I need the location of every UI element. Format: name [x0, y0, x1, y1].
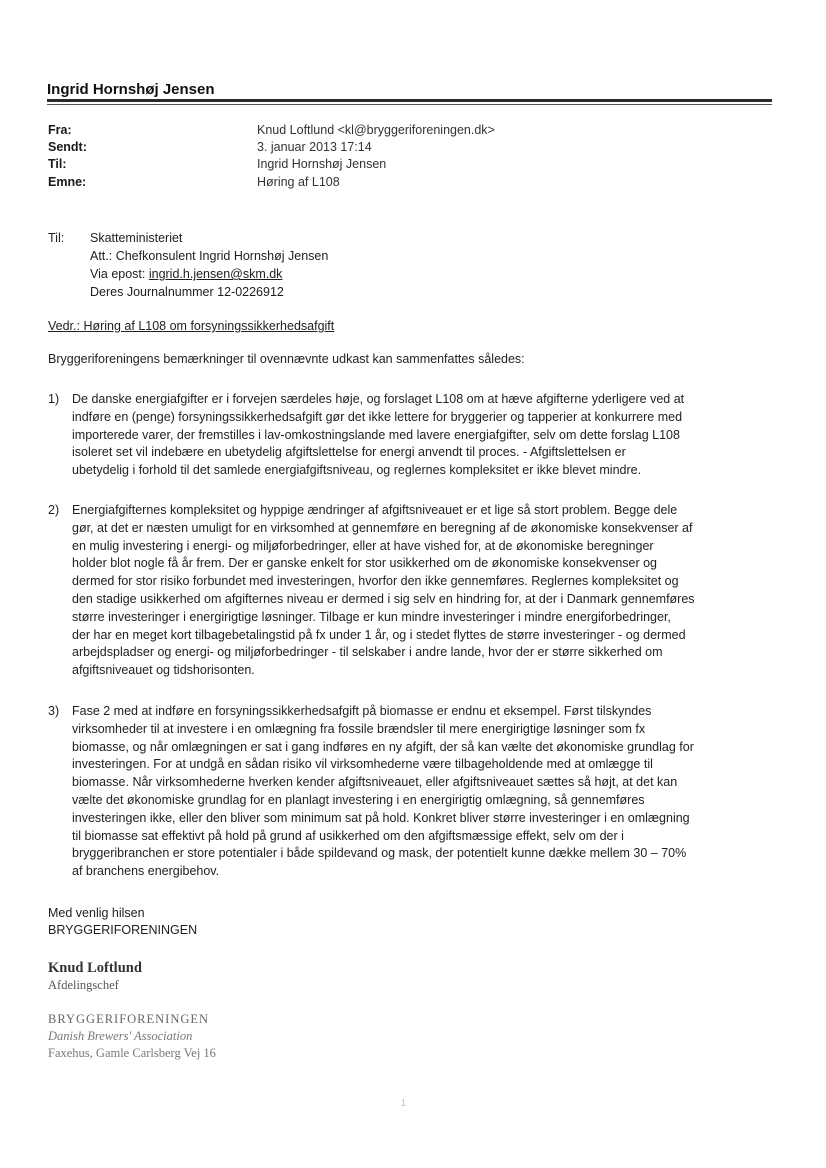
header-rule [47, 99, 772, 102]
item-line: vælte det økonomiske grundlag for en planlagt investering i en energirigtig omlægning, så gennemføres [72, 792, 645, 807]
mailbox-owner-name: Ingrid Hornshøj Jensen [47, 81, 215, 98]
item-line: en mulig investering i energi- og miljøforbedringer, eller at have vished for, at de økonomiske beregninger [72, 538, 654, 553]
item-text [72, 502, 772, 680]
recipient-label: Til: [48, 231, 65, 245]
item-line: til biomasse sat effektivt på hold på grund af usikkerhed om den afgiftsmæssige effekt, selv om der i [72, 828, 624, 843]
recipient-journal: Deres Journalnummer 12-0226912 [90, 285, 284, 299]
subject-label: Emne: [48, 175, 87, 189]
item-number: 3) [48, 704, 60, 718]
item-line: større investeringer i energirigtige løsninger. Tilbage er kun mindre investeringer i mindre energiforbedringer, [72, 609, 671, 624]
item-line: isoleret set vil indebære en ubetydelig afgiftslettelse for energi anvendt til proces. - Afgiftslettelsen er [72, 445, 626, 460]
letter-subject: Vedr.: Høring af L108 om forsyningssikkerhedsafgift [48, 319, 335, 333]
item-number: 2) [48, 503, 60, 517]
item-line: afgiftsniveauet og tidshorisonten. [72, 663, 255, 678]
closing-greeting: Med venlig hilsen [48, 906, 145, 920]
item-line: dermed for stor risiko forbundet med investeringen, hvorfor den ikke gennemføres. Reglernes kompleksitet og [72, 574, 679, 589]
item-text [72, 391, 772, 480]
closing-org: BRYGGERIFORENINGEN [48, 923, 198, 937]
item-line: arbejdspladser og energi- og miljøforbedringer - til selskaber i andre lande, hvor der er større sikkerhed om [72, 645, 663, 660]
header-rule-thin [47, 104, 772, 105]
to-value: Ingrid Hornshøj Jensen [257, 157, 387, 171]
item-line: biomasse, og når omlægningen er sat i gang indføres en ny afgift, der så kan vælte det økonomiske grundlag for [72, 739, 694, 754]
item-line: bryggeribranchen er store potentialer i både spildevand og mask, der potentielt kunne dække mellem 30 – 70% [72, 846, 687, 861]
item-line: der har en meget kort tilbagebetalingstid på fx under 1 år, og i stedet flyttes de større investeringer - og dermed [72, 627, 686, 642]
item-text [72, 703, 772, 881]
item-line: indføre en (penge) forsyningssikkerhedsafgift gør det ikke lettere for bryggerier og tapperier at konkurrere med [72, 409, 683, 424]
item-line: biomasse. Når virksomhederne hverken kender afgiftsniveauet, eller afgiftsniveauet sættes så højt, at det kan [72, 775, 678, 790]
recipient-email-link[interactable]: ingrid.h.jensen@skm.dk [148, 267, 283, 281]
item-line: holder blot nogle få år frem. Der er ganske enkelt for stor usikkerhed om de økonomiske konsekvenser og [72, 556, 658, 571]
signature-name: Knud Loftlund [48, 960, 142, 976]
via-prefix: Via epost: [90, 267, 149, 281]
item-line: virksomheder til at investere i en omlægning fra fossile brændsler til mere energirigtige løsninger som fx [72, 721, 646, 736]
signature-org: BRYGGERIFORENINGEN [48, 1012, 210, 1026]
item-line: gør, at det er næsten umuligt for en virksomhed at gennemføre en beregning af de økonomiske konsekvenser af [72, 520, 693, 535]
subject-value: Høring af L108 [257, 175, 340, 189]
signature-title: Afdelingschef [48, 978, 119, 992]
item-line: ubetydelig i forhold til det samlede energiafgiftsniveau, og reglernes kompleksitet er ikke blevet mindre. [72, 463, 642, 478]
item-line: investeringen. For at undgå en sådan risiko vil virksomhederne være tilbageholdende med at omlægge til [72, 757, 653, 772]
recipient-att: Att.: Chefkonsulent Ingrid Hornshøj Jensen [90, 249, 329, 263]
item-line: Fase 2 med at indføre en forsyningssikkerhedsafgift på biomasse er endnu et eksempel. Først tilskyndes [72, 704, 652, 718]
from-value: Knud Loftlund <kl@bryggeriforeningen.dk> [257, 123, 495, 137]
page-number: 1 [401, 1098, 407, 1108]
from-label: Fra: [48, 123, 72, 137]
item-line: importerede varer, der fremstilles i lav-omkostningslande med lavere energiafgifter, selv om dette forslag L108 [72, 427, 680, 442]
recipient-org: Skatteministeriet [90, 231, 183, 245]
to-label: Til: [48, 157, 67, 171]
sent-label: Sendt: [48, 140, 87, 154]
letter-intro: Bryggeriforeningens bemærkninger til ovennævnte udkast kan sammenfattes således: [48, 352, 525, 366]
signature-address: Faxehus, Gamle Carlsberg Vej 16 [48, 1046, 216, 1060]
item-line: den stadige usikkerhed om afgifternes niveau er dermed i sig selv en hindring for, at der i Danmark gennemføres [72, 591, 695, 606]
item-line: De danske energiafgifter er i forvejen særdeles høje, og forslaget L108 om at hæve afgifterne yderligere ved at [72, 392, 685, 406]
item-line: af branchens energibehov. [72, 864, 220, 879]
sent-value: 3. januar 2013 17:14 [257, 140, 372, 154]
item-line: investeringen ikke, eller den bliver som minimum sat på hold. Konkret bliver større investeringer i en omlægning [72, 810, 690, 825]
item-line: Energiafgifternes kompleksitet og hyppige ændringer af afgiftsniveauet er et lige så stort problem. Begge dele [72, 503, 678, 517]
closing-block [48, 905, 197, 939]
signature-org-english: Danish Brewers' Association [48, 1029, 193, 1043]
recipient-via [90, 264, 282, 284]
item-number: 1) [48, 392, 60, 406]
